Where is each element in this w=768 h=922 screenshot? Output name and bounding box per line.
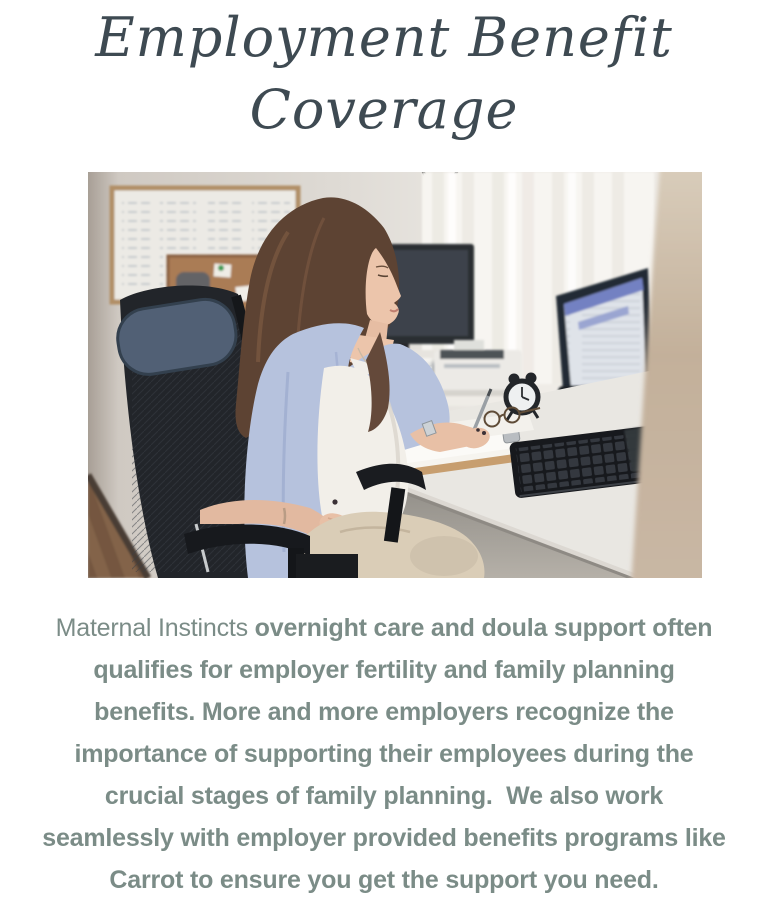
copy-line: importance of supporting their employees during the: [74, 740, 694, 768]
copy-line: Carrot to ensure you get the support you need.: [109, 866, 659, 894]
copy-line: crucial stages of family planning. We also work: [104, 782, 664, 810]
copy-line-1-rest: overnight care and doula support often: [254, 614, 713, 642]
copy-line: seamlessly with employer provided benefits programs like: [42, 824, 726, 852]
copy-line: benefits. More and more employers recognize the: [94, 698, 674, 726]
copy-line: [0, 607, 768, 649]
page-title: [0, 2, 768, 146]
title-line-2: Coverage: [249, 78, 519, 141]
office-photo-illustration: [88, 172, 702, 578]
copy-line: qualifies for employer fertility and family planning: [93, 656, 675, 684]
hero-photo: [88, 172, 702, 578]
brand-name: Maternal Instincts: [55, 614, 248, 642]
body-copy: [0, 607, 768, 901]
title-line-1: Employment Benefit: [95, 6, 673, 69]
